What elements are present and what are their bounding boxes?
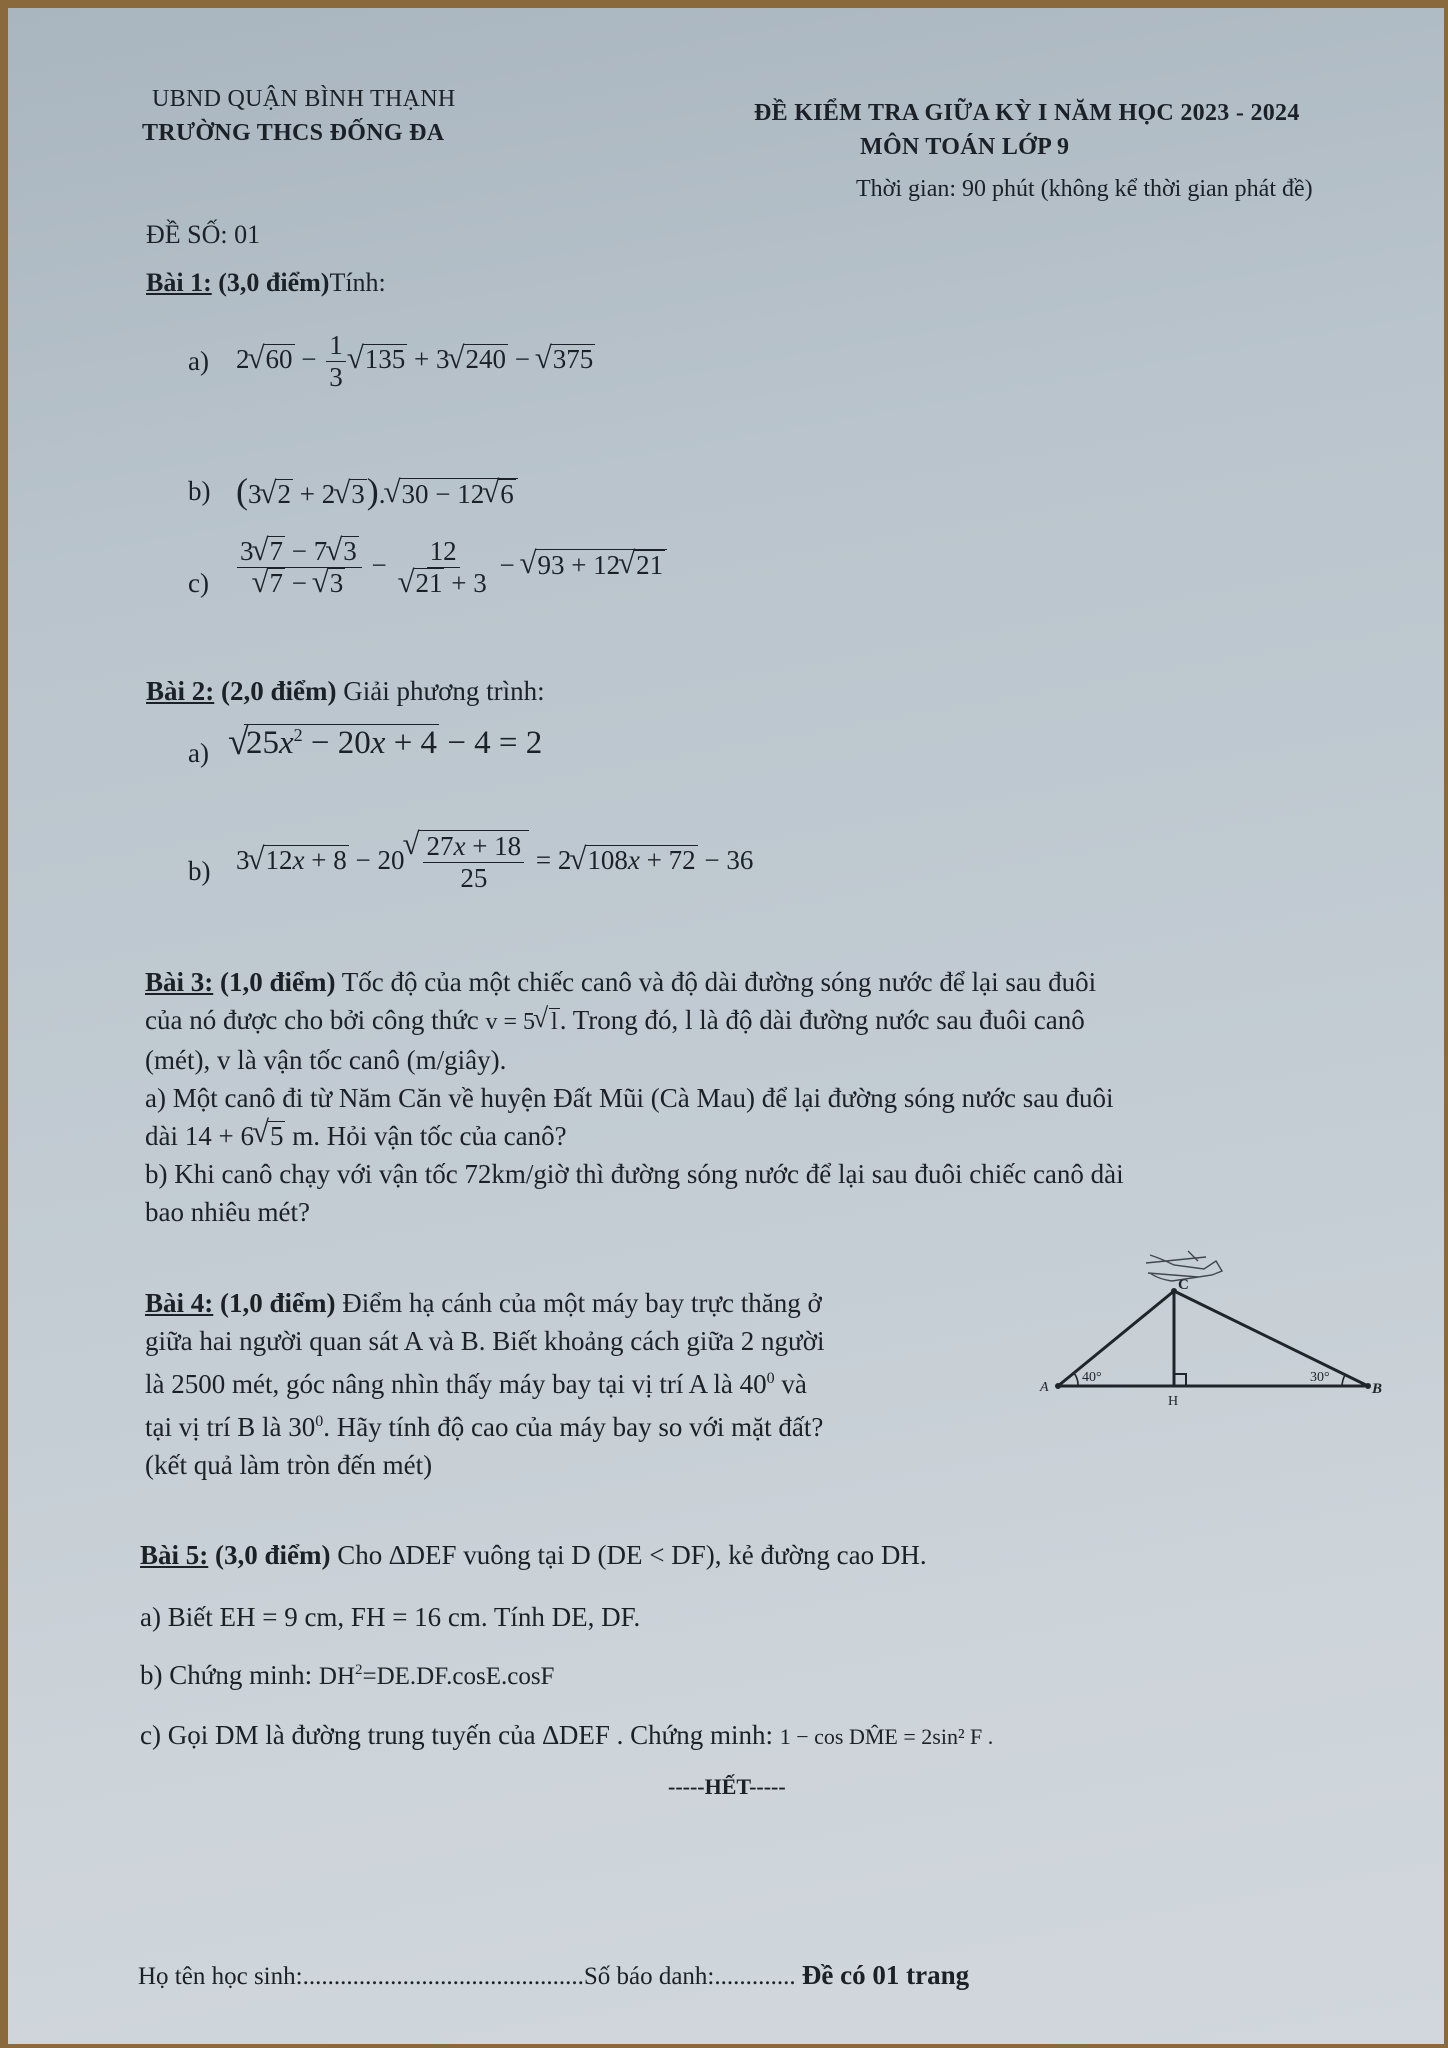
bai3-label: Bài 3: [145,967,214,997]
time-note: Thời gian: 90 phút (không kể thời gian phát đề) [856,176,1313,202]
bai4-line5: (kết quả làm tròn đến mét) [145,1450,433,1480]
exam-subject: MÔN TOÁN LỚP 9 [860,134,1070,160]
bai2-instruction: Giải phương trình: [336,676,545,706]
bai4-line3: là 2500 mét, góc nâng nhìn thấy máy bay tại vị trí A là $40^0$ và [145,1369,807,1399]
exam-title: ĐỀ KIỂM TRA GIỮA KỲ I NĂM HỌC 2023 - 2024 [754,100,1300,126]
bai2-item-b [188,856,211,887]
item-label: a) [188,346,209,376]
bai3-line3: (mét), v là vận tốc canô (m/giây). [145,1045,507,1075]
point-c-label: C [1178,1277,1189,1293]
angle-b-label: 30° [1310,1370,1330,1385]
bai1-label: Bài 1: [146,268,212,297]
bai3-line1: Bài 3: (1,0 điểm) Tốc độ của một chiếc canô và độ dài đường sóng nước để lại sau đuôi [145,967,1097,997]
item-label: a) [188,738,209,768]
bai5-part-a: a) Biết EH = 9 cm, FH = 16 cm. Tính DE, DF. [140,1602,641,1632]
student-name-field: Họ tên học sinh:............................................. [138,1963,584,1990]
point-a-label: A [1040,1380,1049,1395]
school-name: TRƯỜNG THCS ĐỐNG ĐA [142,120,445,146]
bai2-item-a [188,738,209,769]
bai2-a-expression: √ $25x^2 - 20x + 4 - 4 = 2$ [230,724,542,762]
triangle-figure [1038,1243,1388,1423]
bai3-b-line2: bao nhiêu mét? [145,1197,310,1227]
bai4-line4: tại vị trí B là $30^0$. Hãy tính độ cao của máy bay so với mặt đất? [145,1412,824,1442]
bai4-line1: Bài 4: (1,0 điểm) Điểm hạ cánh của một máy bay trực thăng ở [145,1288,822,1318]
bai1-instruction: Tính: [329,268,386,297]
bai4-label: Bài 4: [145,1288,214,1318]
bai5-points: (3,0 điểm) [208,1540,331,1570]
bai5-part-c: c) Gọi DM là đường trung tuyến của ∆DEF . Chứng minh: 1 − cos DM̂E = 2sin² F . [140,1720,994,1750]
bai3-block [145,963,1375,1231]
bai2-points: (2,0 điểm) [214,676,337,706]
bai1-c-expression: 3 √ 7 − 7 √ 3 √ 7 − √ 3 − 12 √ 21 + 3 − √ 93 + 12 √ 21 [234,536,667,599]
exam-code: ĐỀ SỐ: 01 [146,220,261,249]
item-label: b) [188,476,211,506]
speed-formula: v = 5 √ l [485,1009,559,1035]
bai5-heading: Bài 5: (3,0 điểm) Cho ∆DEF vuông tại D (DE < DF), kẻ đường cao DH. [140,1540,927,1570]
district-name: UBND QUẬN BÌNH THẠNH [152,86,456,112]
bai5-part-b: b) Chứng minh: $DH^2=DE.DF.\cos E.\cos F$ [140,1660,555,1690]
bai3-points: (1,0 điểm) [213,967,336,997]
bai4-line2: giữa hai người quan sát A và B. Biết khoảng cách giữa 2 người [145,1326,825,1356]
exam-paper [8,8,1444,2044]
bai2-b-expression: 3 √ 12x + 8 − 20 √ $\frac{27x + 18}{25}$ = 2 √ 108x + 72 − 36 [236,830,753,894]
item-label: c) [188,568,209,598]
bai1-points: (3,0 điểm) [211,268,330,297]
bai2-heading [146,676,545,707]
bai3-b-line1: b) Khi canô chạy với vận tốc 72km/giờ thì đường sóng nước để lại sau đuôi chiếc canô dài [145,1159,1124,1189]
item-label: b) [188,856,211,886]
bai1-item-b [188,476,211,507]
bai3-a-line2: dài 14 + 6 √ 5 m. Hỏi vận tốc của canô? [145,1117,1375,1155]
point-b-label: B [1372,1381,1383,1397]
end-mark: -----HẾT----- [668,1774,786,1799]
wave-length-expression: 14 + 6 √ 5 [185,1121,286,1151]
bai3-a-line1: a) Một canô đi từ Năm Căn về huyện Đất Mũi (Cà Mau) để lại đường sóng nước sau đuôi [145,1083,1114,1113]
candidate-number-field: Số báo danh:............. [583,1963,796,1990]
bai1-item-c [188,568,209,599]
bai1-item-a [188,346,209,377]
bai1-a-expression: 2 √ 60 − $\frac{1}{3}$ √ 135 + 3 √ 240 − √ 375 [236,330,595,393]
bai1-b-expression: (3 √ 2 + 2 √ 3). √ 30 − 12 √ 6 [236,470,518,512]
page-count: Đề có 01 trang [801,1960,970,1990]
bai2-label: Bài 2: [146,676,215,706]
bai3-line2: của nó được cho bởi công thức v = 5 √ l. Trong đó, l là độ dài đường nước sau đuôi canô [145,1001,1375,1041]
angle-a-label: 40° [1082,1370,1102,1385]
bai5-label: Bài 5: [140,1540,209,1570]
bai4-block [145,1284,1025,1484]
bai4-points: (1,0 điểm) [213,1288,336,1318]
helicopter-triangle-diagram [1038,1243,1388,1423]
bai1-heading [146,268,386,298]
footer-line [138,1960,969,1991]
point-h-label: H [1168,1394,1179,1409]
